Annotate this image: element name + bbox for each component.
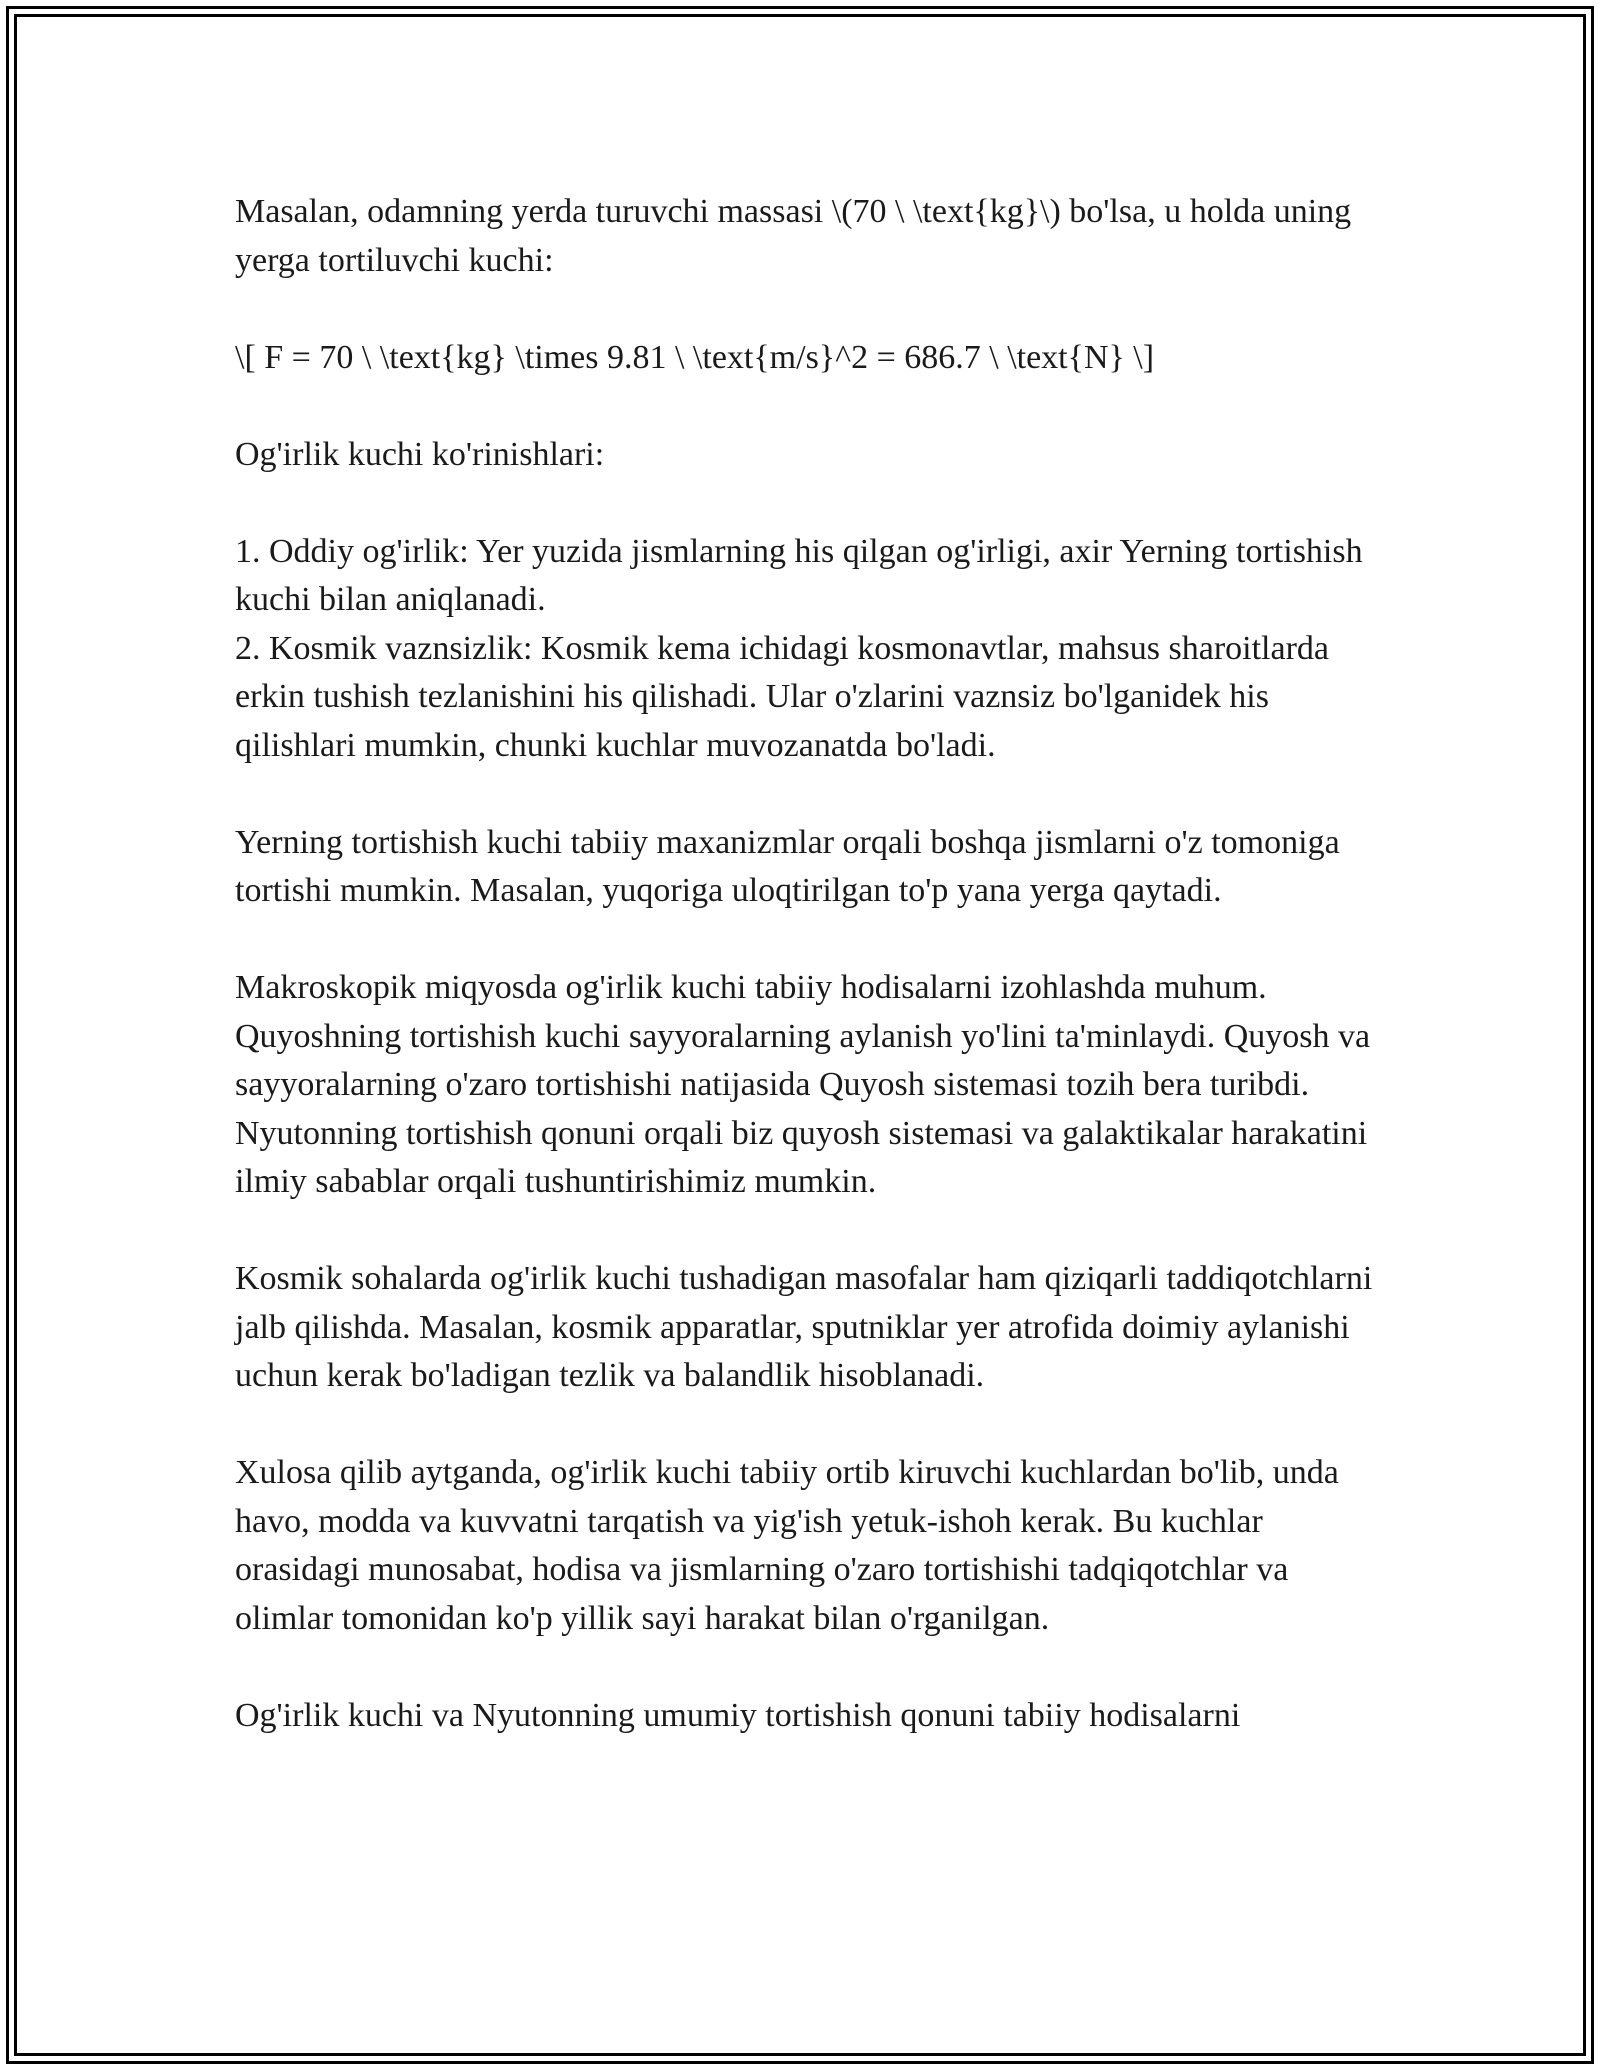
paragraph-weight-types-heading: Og'irlik kuchi ko'rinishlari: bbox=[235, 435, 605, 473]
list-item-weightlessness: 2. Kosmik vaznsizlik: Kosmik kema ichidagi kosmonavtlar, mahsus sharoitlarda erkin tushish tezlanishini his qilishadi. Ular o'zlarini vaznsiz bo'lganidek his qilishlari mumkin, chunki kuchlar muvozanatda bo'ladi. bbox=[235, 629, 1329, 764]
paragraph-final: Og'irlik kuchi va Nyutonning umumiy tortishish qonuni tabiiy hodisalarni bbox=[235, 1696, 1241, 1734]
paragraph-conclusion: Xulosa qilib aytganda, og'irlik kuchi tabiiy ortib kiruvchi kuchlardan bo'lib, unda havo, modda va kuvvatni tarqatish va yig'ish yetuk-ishoh kerak. Bu kuchlar orasidagi munosabat, hodisa va jismlarning o'zaro tortishishi tadqiqotchlar va olimlar tomonidan ko'p yillik sayi harakat bilan o'rganilgan. bbox=[235, 1454, 1339, 1637]
weight-types-list bbox=[235, 528, 1385, 771]
list-item-ordinary-weight: 1. Oddiy og'irlik: Yer yuzida jismlarning his qilgan og'irligi, axir Yerning tortishish kuchi bilan aniqlanadi. bbox=[235, 532, 1363, 618]
paragraph-example-mass: Masalan, odamning yerda turuvchi massasi \(70 \ \text{kg}\) bo'lsa, u holda uning yerga tortiluvchi kuchi: bbox=[235, 193, 1352, 279]
formula-weight: \[ F = 70 \ \text{kg} \times 9.81 \ \text{m/s}^2 = 686.7 \ \text{N} \] bbox=[235, 338, 1155, 376]
paragraph-macroscopic: Makroskopik miqyosda og'irlik kuchi tabiiy hodisalarni izohlashda muhum. Quyoshning tortishish kuchi sayyoralarning aylanish yo'lini ta'minlaydi. Quyosh va sayyoralarning o'zaro tortishishi natijasida Quyosh sistemasi tozih bera turibdi. Nyutonning tortishish qonuni orqali biz quyosh sistemasi va galaktikalar harakatini ilmiy sabablar orqali tushuntirishimiz mumkin. bbox=[235, 969, 1371, 1200]
document-body bbox=[235, 188, 1385, 1740]
paragraph-earth-gravity: Yerning tortishish kuchi tabiiy maxanizmlar orqali boshqa jismlarni o'z tomoniga tortishi mumkin. Masalan, yuqoriga uloqtirilgan to'p yana yerga qaytadi. bbox=[235, 823, 1340, 909]
paragraph-space: Kosmik sohalarda og'irlik kuchi tushadigan masofalar ham qiziqarli taddiqotchlarni jalb qilishda. Masalan, kosmik apparatlar, sputniklar yer atrofida doimiy aylanishi uchun kerak bo'ladigan tezlik va balandlik hisoblanadi. bbox=[235, 1260, 1373, 1394]
